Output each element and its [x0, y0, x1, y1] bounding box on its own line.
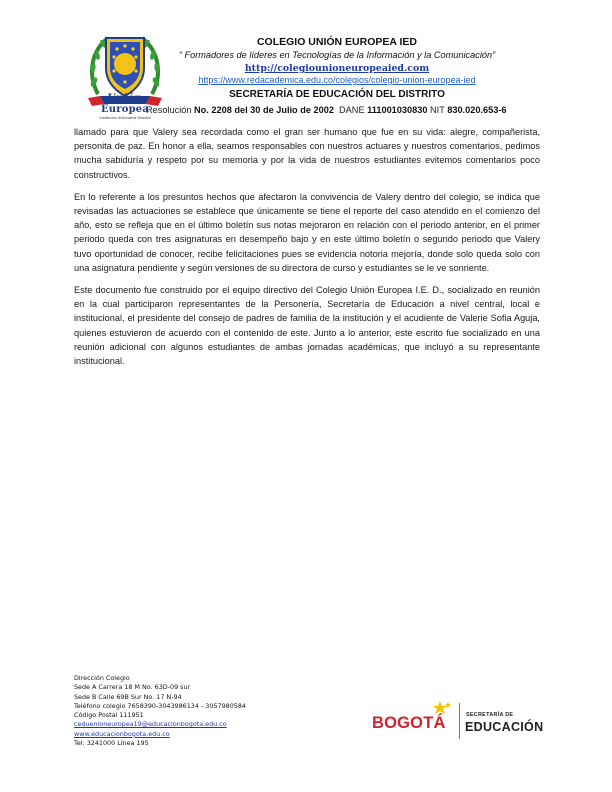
- footer-line-postal: Código Postal 111951: [74, 711, 144, 720]
- footer-site-link[interactable]: www.educacionbogota.edu.co: [74, 729, 170, 738]
- school-title: COLEGIO UNIÓN EUROPEA IED: [256, 36, 418, 48]
- brand-educacion: EDUCACIÓN: [465, 720, 544, 734]
- nit-value: 830.020.653-6: [447, 105, 507, 115]
- secretaria-heading: SECRETARÍA DE EDUCACIÓN DEL DISTRITO: [229, 89, 445, 100]
- dane-label: DANE: [339, 105, 365, 115]
- body-paragraph-1: llamado para que Valery sea recordada como el gran ser humano que fue en su vida: alegre, compañerista, personita de paz. En honor a ella, seamos responsables con nuestros actuares y nuestros comentarios, pedimos mucha sabiduría y respeto por su memoria y por la vida de nuestros estudiantes evitemos comentarios poco constructivos.: [74, 127, 540, 180]
- footer-contact: [74, 674, 304, 748]
- body-paragraph-3: Este documento fue construido por el equipo directivo del Colegio Unión Europea I.E. D., socializado en reunión en la cual participaron representantes de la Personería, Secretaría de Educación a nivel central, local e institucional, el presidente del consejo de padres de familia de la institución y el acudiente de Valerie Sofia Aguja, quienes estuvieron de acuerdo con el contenido de este. Junto a lo anterior, este escrito fue socializado en una reunión adicional con algunos estudiantes de ambas jornadas académicas, que incluyó a su representante institucional.: [74, 285, 540, 367]
- brand-secretaria: SECRETARÍA DE: [466, 712, 514, 718]
- footer-line-phone: Teléfono colegio 7658390-3043986134 - 3057980584: [74, 701, 246, 710]
- resolution-label: Resolución: [146, 105, 192, 115]
- dane-value: 111001030830: [367, 105, 428, 115]
- footer-tel: Tel: 3241000 Línea 195: [74, 739, 149, 748]
- footer-email-link[interactable]: ceduenioneuropea19@educacionbogota.edu.co: [74, 720, 227, 729]
- footer-line-address-heading: Dirección Colegio: [74, 674, 130, 682]
- body-paragraph-2: En lo referente a los presuntos hechos que afectaron la convivencia de Valery dentro del colegio, se indica que revisadas las actuaciones se establece que únicamente se tiene el reporte del caso atendido en el comienzo del año, esto se refleja que en el último boletín sus notas mejoraron en relación con el periodo anterior, en el primer periodo queda con tres asignaturas en desempeño bajo y en este último boletín o segundo periodo que Valery tuvo oportunidad de conocer, recibe felicitaciones pues se evidencia notoria mejoría, donde solo queda solo con una asignatura pendiente y según versiones de su directora de curso y estudiantes se le ve sonriente.: [74, 191, 540, 273]
- school-motto: “ Formadores de líderes en Tecnologías de la Información y la Comunicación”: [178, 50, 496, 60]
- brand-divider: [459, 703, 460, 739]
- bogota-brand-logo: [372, 700, 542, 744]
- nit-label: NIT: [430, 105, 445, 115]
- footer-line-sede-b: Sede B Calle 69B Sur No. 17 N-94: [74, 692, 182, 701]
- document-body: [74, 125, 540, 376]
- logo-school-subtitle: Institución Educativa Distrital: [99, 115, 151, 120]
- letterhead: [146, 36, 507, 116]
- resolution-line: [146, 104, 507, 116]
- bogota-wordmark: BOGOTÁ: [372, 714, 446, 732]
- redacademica-link[interactable]: https://www.redacademica.edu.co/colegios/colegio-union-europea-ied: [198, 75, 476, 85]
- school-website-link[interactable]: http://colegiounioneuropeaied.com: [244, 63, 430, 74]
- resolution-value: No. 2208 del 30 de Julio de 2002: [194, 105, 334, 115]
- logo-school-name: Unión Europea: [100, 93, 150, 115]
- footer-line-sede-a: Sede A Carrera 18 M No. 63D-09 sur: [74, 683, 191, 692]
